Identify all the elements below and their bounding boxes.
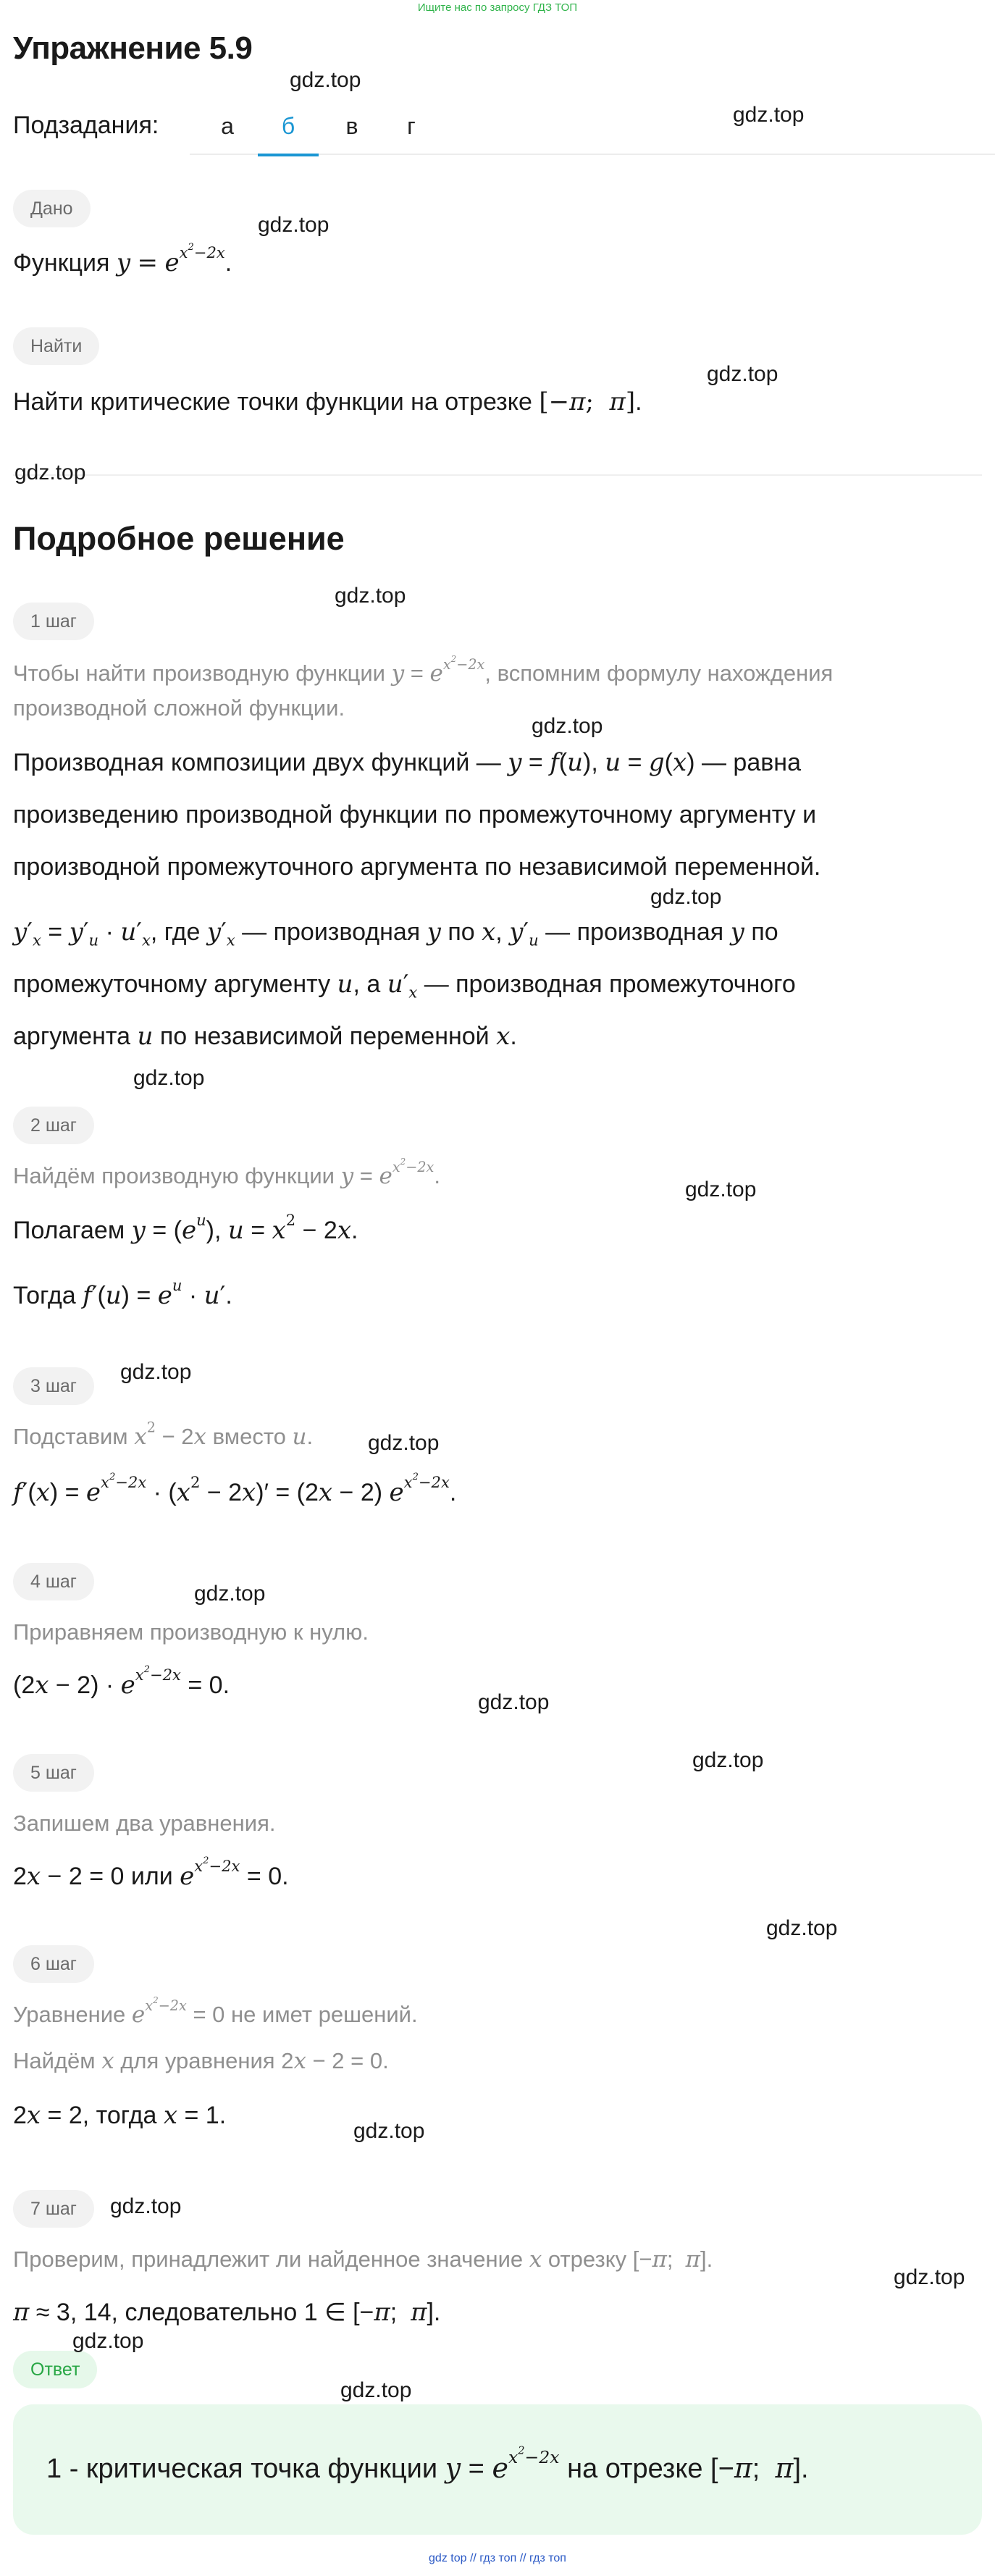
answer-text: 1 - критическая точка функции $y = e^{x^2-2x}$ на отрезке [−π; π]. <box>46 2444 809 2484</box>
watermark: gdz.top <box>707 362 778 386</box>
watermark: gdz.top <box>340 2378 412 2402</box>
watermark: gdz.top <box>194 1582 266 1606</box>
step-1-hint: Чтобы найти производную функции $y = e^{x^2-2x}$, вспомним формулу нахождения <box>13 653 834 687</box>
answer-box <box>13 2404 982 2535</box>
watermark: gdz.top <box>110 2194 182 2218</box>
watermark: gdz.top <box>478 1690 550 1714</box>
watermark: gdz.top <box>335 584 406 608</box>
step-1-line-6: аргумента u по независимой переменной x. <box>13 1022 517 1051</box>
answer-badge: Ответ <box>13 2351 97 2388</box>
step-7-badge: 7 шаг <box>13 2190 94 2228</box>
step-1-line-3: производной промежуточного аргумента по независимой переменной. <box>13 853 821 881</box>
watermark: gdz.top <box>258 213 329 237</box>
step-1-line-5: промежуточному аргументу u, а $u'_x$ — производная промежуточного <box>13 970 796 1002</box>
page-title: Упражнение 5.9 <box>13 30 253 66</box>
step-1-line-1: Производная композиции двух функций — y = f(u), u = g(x) — равна <box>13 748 801 777</box>
step-3-badge: 3 шаг <box>13 1367 94 1405</box>
tab-g[interactable]: г <box>407 113 416 139</box>
step-1-hint-2: производной сложной функции. <box>13 695 345 721</box>
step-7-line-1: π ≈ 3, 14, следовательно 1 ∈ [−π; π]. <box>13 2298 441 2327</box>
step-6-hint-2: Найдём x для уравнения 2x − 2 = 0. <box>13 2048 389 2074</box>
step-2-line-2: Тогда $f'(u) = e^u \cdot u'$. <box>13 1276 232 1310</box>
watermark: gdz.top <box>353 2119 425 2143</box>
tab-a[interactable]: а <box>221 113 234 139</box>
step-5-hint: Запишем два уравнения. <box>13 1811 276 1836</box>
solution-title: Подробное решение <box>13 520 345 557</box>
given-badge: Дано <box>13 190 91 227</box>
watermark: gdz.top <box>692 1748 764 1772</box>
step-4-hint: Приравняем производную к нулю. <box>13 1619 369 1645</box>
step-2-badge: 2 шаг <box>13 1107 94 1144</box>
divider <box>13 474 982 476</box>
watermark: gdz.top <box>72 2329 144 2353</box>
watermark: gdz.top <box>685 1178 757 1201</box>
watermark: gdz.top <box>733 103 805 127</box>
watermark: gdz.top <box>650 885 722 909</box>
subtasks-label: Подзадания: <box>13 112 159 139</box>
watermark: gdz.top <box>894 2265 965 2289</box>
find-text: Найти критические точки функции на отрезке [−π; π]. <box>13 387 642 416</box>
step-4-line-1: $(2x - 2) \cdot e^{x^2-2x} = 0$. <box>13 1664 230 1700</box>
step-6-hint: Уравнение $e^{x^2-2x} = 0$ не имет решений. <box>13 1994 418 2028</box>
step-1-line-4: $y'_x = y'_u \cdot u'_x$, где $y'_x$ — производная y по x, $y'_u$ — производная y по <box>13 918 778 949</box>
step-5-line-1: 2x − 2 = 0 или $e^{x^2-2x} = 0$. <box>13 1855 289 1891</box>
step-1-badge: 1 шаг <box>13 603 94 640</box>
given-text: Функция $y = e^{x^2-2x}$. <box>13 242 232 277</box>
watermark: gdz.top <box>532 714 603 738</box>
tab-v[interactable]: в <box>345 113 358 139</box>
footer-links[interactable]: gdz top // гдз топ // гдз топ <box>429 2552 566 2564</box>
step-5-badge: 5 шаг <box>13 1754 94 1792</box>
step-3-line-1: $f'(x) = e^{x^2-2x} \cdot (x^2 - 2x)' = (2x - 2)$ $e^{x^2-2x}$. <box>13 1472 457 1507</box>
watermark: gdz.top <box>766 1916 838 1940</box>
top-banner: Ищите нас по запросу ГДЗ ТОП <box>417 1 578 14</box>
subtask-tabs <box>13 109 995 155</box>
step-2-hint: Найдём производную функции $y = e^{x^2-2x}$. <box>13 1156 441 1189</box>
step-4-badge: 4 шаг <box>13 1563 94 1600</box>
step-6-line-1: 2x = 2, тогда x = 1. <box>13 2101 227 2130</box>
step-3-hint: Подставим $x^2 - 2x$ вместо u. <box>13 1419 314 1450</box>
step-2-line-1: Полагаем $y = (e^u)$, $u = x^2 - 2x$. <box>13 1211 358 1245</box>
step-7-hint: Проверим, принадлежит ли найденное значение x отрезку [−π; π]. <box>13 2246 713 2273</box>
watermark: gdz.top <box>368 1431 440 1455</box>
find-badge: Найти <box>13 327 99 365</box>
watermark: gdz.top <box>120 1360 192 1384</box>
tab-b[interactable]: б <box>258 109 319 156</box>
step-1-line-2: произведению производной функции по промежуточному аргументу и <box>13 801 817 828</box>
watermark: gdz.top <box>14 461 86 484</box>
step-6-badge: 6 шаг <box>13 1945 94 1983</box>
watermark: gdz.top <box>133 1066 205 1090</box>
watermark: gdz.top <box>290 68 361 92</box>
